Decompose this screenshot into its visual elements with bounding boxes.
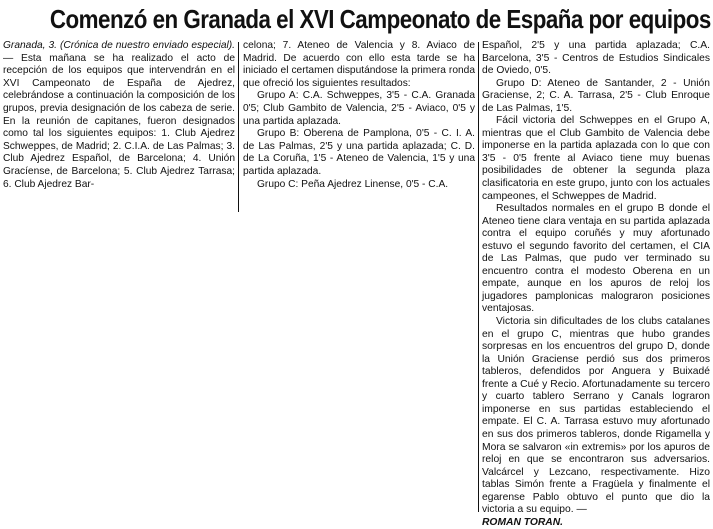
- group-a-results: Grupo A: C.A. Schweppes, 3'5 - C.A. Granada 0'5; Club Gambito de Valencia, 2'5 - Aviaco, 0'5 y una partida aplazada.: [243, 90, 475, 127]
- group-cd-commentary: [482, 316, 710, 529]
- article-column-1: [3, 40, 235, 191]
- group-b-commentary: Resultados normales en el grupo B donde el Ateneo tiene clara ventaja en su partida aplazada contra el equipo coruñés y muy afortunado estuvo el segundo favorito del certamen, el CIA de Las Palmas, que pudo ver terminado su encuentro contra el modesto Oberena en un empate, aunque en los apuros de reloj los jugadores pamplonicas malograron posiciones ventajosas.: [482, 203, 710, 315]
- group-c-results: Grupo C: Peña Ajedrez Linense, 0'5 - C.A.: [257, 178, 449, 190]
- headline: Comenzó en Granada el XVI Campeonato de España por equipos: [49, 4, 711, 34]
- group-d-results: Grupo D: Ateneo de Santander, 2 - Unión Graciense, 2; C. A. Tarrasa, 2'5 - Club Enroque de Las Palmas, 1'5.: [482, 77, 710, 114]
- article-column-3: [482, 40, 710, 529]
- opening-paragraph: [3, 40, 235, 191]
- column-divider: [478, 42, 479, 512]
- opening-text: — Esta mañana se ha realizado el acto de recepción de los equipos que intervendrán en el XVI Campeonato de España de Ajedrez, celebrándose a continuación la composición de los grupos, previa designación de los cabeza de serie. En la reunión de capitanes, fueron designados como tal los siguientes equipos: 1. Club Ajedrez Schweppes, de Madrid; 2. C.I.A. de Las Palmas; 3. Club Ajedrez Español, de Barcelona; 4. Unión Gracíense, de Barcelona; 5. Club Ajedrez Tarrasa; 6. Club Ajedrez Bar-: [3, 52, 235, 190]
- paragraph: celona; 7. Ateneo de Valencia y 8. Aviaco de Madrid. De acuerdo con ello esta tarde se ha iniciado el certamen disputándose la primera ronda que ofreció los siguientes resultados:: [243, 40, 475, 89]
- group-b-results: Grupo B: Oberena de Pamplona, 0'5 - C. I. A. de Las Palmas, 2'5 y una partida aplazada; C. D. de La Coruña, 1'5 - Ateneo de Valencia, 1'5 y una partida aplazada.: [243, 128, 475, 177]
- dateline: Granada, 3. (Crónica de nuestro enviado especial).: [3, 40, 235, 51]
- commentary-text: Victoria sin dificultades de los clubs catalanes en el grupo C, mientras que hubo grandes sorpresas en los encuentros del grupo D, donde la Unión Graciense perdió sus dos primeros tableros, defendidos por Anguera y Buixadé frente a Cué y Recio. Afortunadamente su tercero y cuarto tablero Serrano y Canals lograron imponerse en sus partidas estableciendo el empate. El C. A. Tarrasa estuvo muy afortunado en sus dos primeros tableros, donde Rigamella y Mora se salvaron «in extremis» por los apuros de reloj en que se encontraron sus adversarios. Valcárcel y Lezcano, respectivamente. Hizo tablas Simón frente a Fragüela y finalmente el egarense Pablo obtuvo el punto que dio la victoria a su equipo. —: [482, 316, 710, 516]
- group-c-results-cont: Español, 2'5 y una partida aplazada; C.A. Barcelona, 3'5 - Centros de Estudios Sindicales de Oviedo, 0'5.: [482, 40, 710, 77]
- article-column-2: [243, 40, 475, 191]
- column-divider: [238, 42, 239, 212]
- author-signature: ROMAN TORAN.: [482, 516, 564, 528]
- group-a-commentary: Fácil victoria del Schweppes en el Grupo A, mientras que el Club Gambito de Valencia debe imponerse en la partida aplazada con lo que con 3'5 - 0'5 frente al Aviaco tiene muy buenas posibilidades de obtener la segunda plaza clasificatoria en este grupo, junto con los actuales campeones, el Schweppes de Madrid.: [482, 115, 710, 202]
